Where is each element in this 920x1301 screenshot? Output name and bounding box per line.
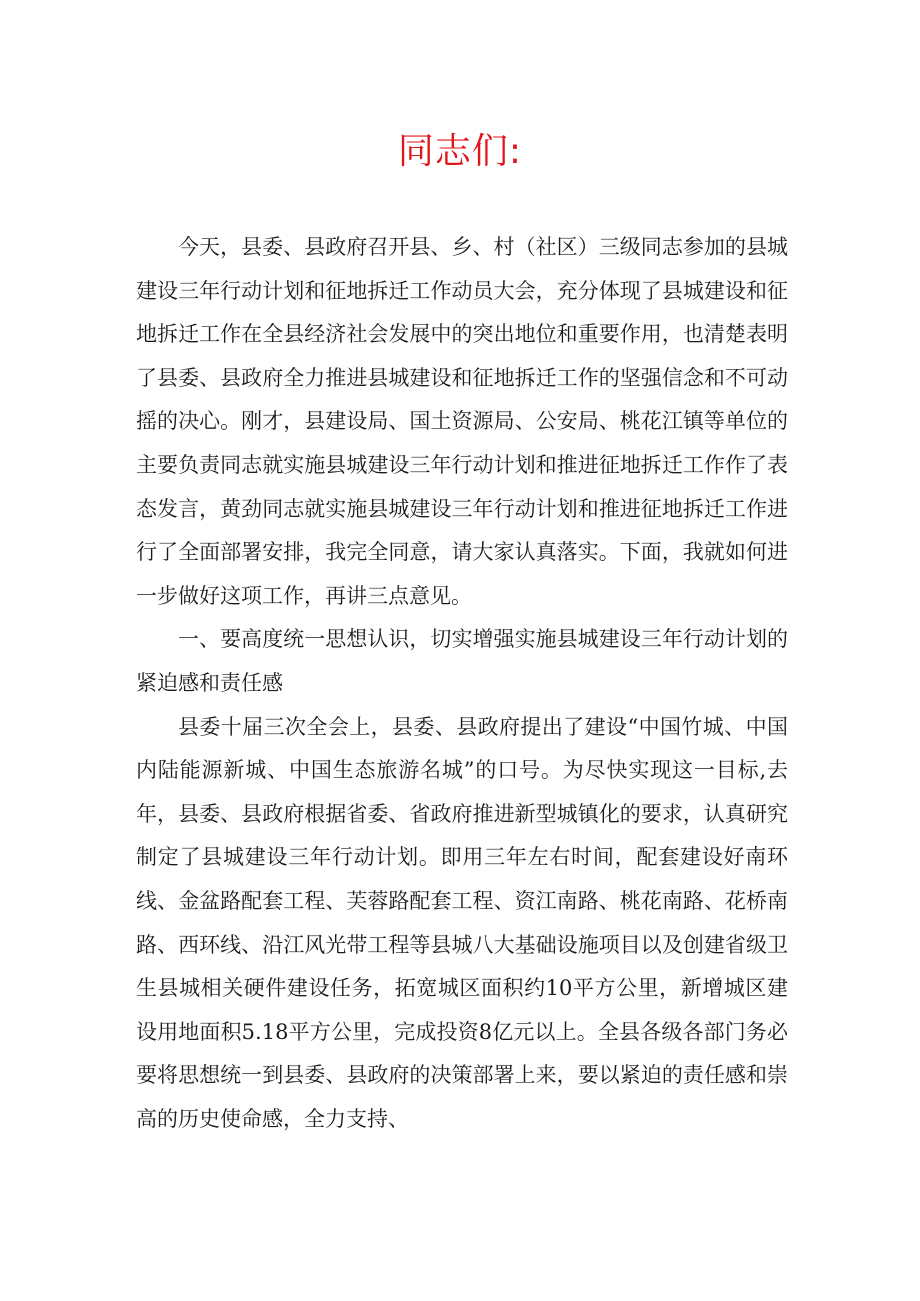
page-title: 同志们: (397, 131, 523, 172)
section-heading-one: 一、要高度统一思想认识，切实增强实施县城建设三年行动计划的紧迫感和责任感 (136, 627, 788, 695)
paragraph-opening: 今天，县委、县政府召开县、乡、村（社区）三级同志参加的县城建设三年行动计划和征地拆迁工作动员大会，充分体现了县城建设和征地拆迁工作在全县经济社会发展中的突出地位和重要作用，也清楚表明了县委、县政府全力推进县城建设和征地拆迁工作的坚强信念和不可动摇的决心。刚才，县建设局、国土资源局、公安局、桃花江镇等单位的主要负责同志就实施县城建设三年行动计划和推进征地拆迁工作作了表态发言，黄劲同志就实施县城建设三年行动计划和推进征地拆迁工作进行了全面部署安排，我完全同意，请大家认真落实。下面，我就如何进一步做好这项工作，再讲三点意见。 (136, 235, 788, 608)
document-body (136, 226, 788, 1141)
paragraph-section-one: 县委十届三次全会上，县委、县政府提出了建设“中国竹城、中国内陆能源新城、中国生态旅游名城”的口号。为尽快实现这一目标,去年，县委、县政府根据省委、省政府推进新型城镇化的要求，认真研究制定了县城建设三年行动计划。即用三年左右时间，配套建设好南环线、金盆路配套工程、芙蓉路配套工程、资江南路、桃花南路、花桥南路、西环线、沿江风光带工程等县城八大基础设施项目以及创建省级卫生县城相关硬件建设任务，拓宽城区面积约10平方公里，新增城区建设用地面积5.18平方公里，完成投资8亿元以上。全县各级各部门务必要将思想统一到县委、县政府的决策部署上来，要以紧迫的责任感和崇高的历史使命感，全力支持、 (136, 714, 788, 1131)
